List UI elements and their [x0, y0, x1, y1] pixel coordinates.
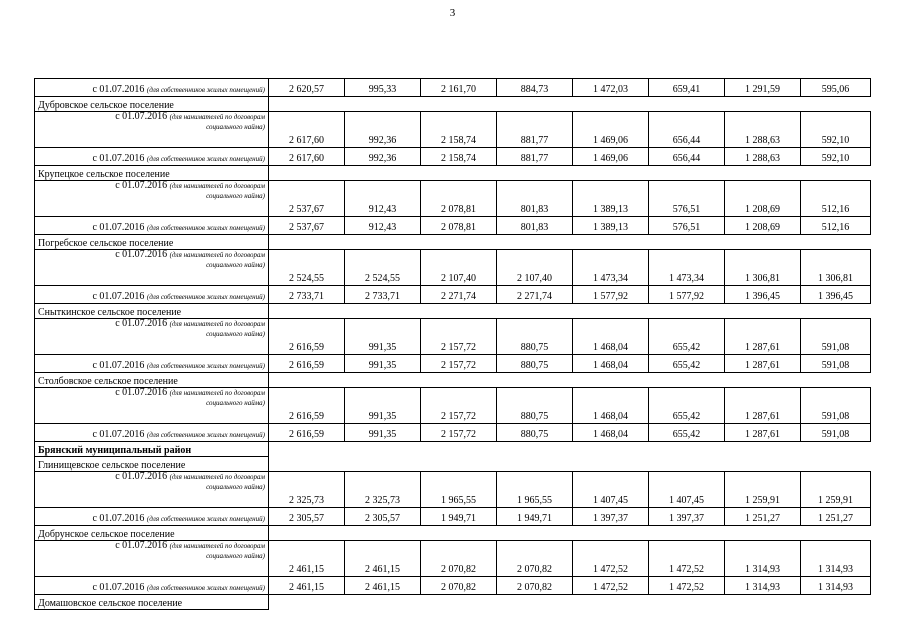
value-cell: 2 271,74: [421, 286, 497, 304]
section-title: Дубровское сельское поселение: [35, 97, 269, 112]
row-note-cont: социального найма): [206, 261, 265, 269]
value-cell: 1 251,27: [725, 508, 801, 526]
value-cell: 2 157,72: [421, 388, 497, 424]
row-label: [35, 355, 269, 373]
value-cell: 1 468,04: [573, 355, 649, 373]
value-cell: 1 306,81: [725, 250, 801, 286]
value-cell: 2 078,81: [421, 217, 497, 235]
value-cell: 655,42: [649, 424, 725, 442]
section-title: Брянский муниципальный район: [35, 442, 269, 457]
section-row: [35, 235, 871, 250]
value-cell: 1 468,04: [573, 319, 649, 355]
value-cell: 1 396,45: [801, 286, 871, 304]
value-cell: 1 468,04: [573, 424, 649, 442]
row-label-line1: [38, 112, 265, 122]
row-label: [35, 217, 269, 235]
section-row: [35, 166, 871, 181]
empty-cell: [269, 457, 871, 472]
row-date: с 01.07.2016: [92, 291, 145, 302]
value-cell: 1 407,45: [573, 472, 649, 508]
value-cell: 1 389,13: [573, 181, 649, 217]
empty-cell: [269, 373, 871, 388]
value-cell: 2 537,67: [269, 217, 345, 235]
row-note: (для собственников жилых помещений): [146, 584, 265, 592]
value-cell: 591,08: [801, 388, 871, 424]
value-cell: 2 616,59: [269, 388, 345, 424]
value-cell: 512,16: [801, 181, 871, 217]
value-cell: 2 537,67: [269, 181, 345, 217]
row-date: с 01.07.2016: [92, 582, 145, 593]
value-cell: 1 949,71: [497, 508, 573, 526]
row-label-line1: [38, 319, 265, 329]
table-row: [35, 355, 871, 373]
row-label: [35, 388, 269, 424]
value-cell: 884,73: [497, 79, 573, 97]
row-note-cont: социального найма): [206, 552, 265, 560]
row-label: [35, 79, 269, 97]
row-label: [35, 319, 269, 355]
table-row: [35, 286, 871, 304]
section-title: Глинищевское сельское поселение: [35, 457, 269, 472]
value-cell: 1 287,61: [725, 355, 801, 373]
value-cell: 1 314,93: [725, 541, 801, 577]
row-date: с 01.07.2016: [115, 180, 168, 191]
value-cell: 2 157,72: [421, 319, 497, 355]
row-label: [35, 250, 269, 286]
value-cell: 1 397,37: [649, 508, 725, 526]
empty-cell: [269, 166, 871, 181]
empty-cell: [269, 97, 871, 112]
value-cell: 2 157,72: [421, 424, 497, 442]
value-cell: 1 291,59: [725, 79, 801, 97]
row-note: (для собственников жилых помещений): [146, 155, 265, 163]
table-row: [35, 541, 871, 577]
row-label: [35, 472, 269, 508]
value-cell: 2 617,60: [269, 148, 345, 166]
row-label: [35, 508, 269, 526]
table-row: [35, 424, 871, 442]
value-cell: 1 314,93: [725, 577, 801, 595]
value-cell: 2 271,74: [497, 286, 573, 304]
value-cell: 591,08: [801, 355, 871, 373]
section-row: [35, 373, 871, 388]
row-note: (для собственников жилых помещений): [146, 431, 265, 439]
value-cell: 2 070,82: [497, 541, 573, 577]
value-cell: 2 616,59: [269, 319, 345, 355]
table-row: [35, 319, 871, 355]
value-cell: 659,41: [649, 79, 725, 97]
value-cell: 1 473,34: [649, 250, 725, 286]
value-cell: 1 287,61: [725, 424, 801, 442]
value-cell: 1 389,13: [573, 217, 649, 235]
value-cell: 1 251,27: [801, 508, 871, 526]
row-label-line1: [38, 388, 265, 398]
value-cell: 576,51: [649, 181, 725, 217]
value-cell: 2 107,40: [421, 250, 497, 286]
row-date: с 01.07.2016: [115, 471, 168, 482]
row-note: (для собственников жилых помещений): [146, 224, 265, 232]
value-cell: 2 078,81: [421, 181, 497, 217]
value-cell: 1 314,93: [801, 541, 871, 577]
value-cell: 595,06: [801, 79, 871, 97]
section-title: Домашовское сельское поселение: [35, 595, 269, 610]
value-cell: 1 259,91: [801, 472, 871, 508]
row-note: (для собственников жилых помещений): [146, 362, 265, 370]
section-row: [35, 304, 871, 319]
value-cell: 1 949,71: [421, 508, 497, 526]
value-cell: 1 288,63: [725, 112, 801, 148]
section-title: Погребское сельское поселение: [35, 235, 269, 250]
row-note: (для нанимателей по договорам: [169, 182, 265, 190]
value-cell: 801,83: [497, 181, 573, 217]
value-cell: 2 461,15: [269, 541, 345, 577]
value-cell: 2 461,15: [345, 577, 421, 595]
value-cell: 1 472,03: [573, 79, 649, 97]
table-row: [35, 217, 871, 235]
value-cell: 2 461,15: [269, 577, 345, 595]
row-note-cont: социального найма): [206, 399, 265, 407]
value-cell: 2 107,40: [497, 250, 573, 286]
value-cell: 2 733,71: [345, 286, 421, 304]
row-date: с 01.07.2016: [115, 318, 168, 329]
row-date: с 01.07.2016: [92, 429, 145, 440]
row-note-cont: социального найма): [206, 123, 265, 131]
row-note: (для собственников жилых помещений): [146, 293, 265, 301]
value-cell: 1 306,81: [801, 250, 871, 286]
section-row: [35, 457, 871, 472]
row-note-cont: социального найма): [206, 483, 265, 491]
empty-cell: [269, 595, 871, 610]
value-cell: 656,44: [649, 148, 725, 166]
empty-cell: [269, 442, 871, 457]
row-label: [35, 181, 269, 217]
value-cell: 912,43: [345, 181, 421, 217]
value-cell: 2 616,59: [269, 424, 345, 442]
row-note: (для собственников жилых помещений): [146, 86, 265, 94]
value-cell: 995,33: [345, 79, 421, 97]
value-cell: 880,75: [497, 355, 573, 373]
table-row: [35, 508, 871, 526]
value-cell: 2 070,82: [497, 577, 573, 595]
value-cell: 591,08: [801, 424, 871, 442]
value-cell: 1 259,91: [725, 472, 801, 508]
value-cell: 1 287,61: [725, 388, 801, 424]
section-title: Столбовское сельское поселение: [35, 373, 269, 388]
row-date: с 01.07.2016: [92, 153, 145, 164]
value-cell: 655,42: [649, 319, 725, 355]
row-note: (для нанимателей по договорам: [169, 251, 265, 259]
empty-cell: [269, 235, 871, 250]
table-row: [35, 388, 871, 424]
value-cell: 2 524,55: [345, 250, 421, 286]
value-cell: 880,75: [497, 388, 573, 424]
row-date: с 01.07.2016: [92, 84, 145, 95]
row-date: с 01.07.2016: [115, 540, 168, 551]
page-number: 3: [449, 7, 456, 19]
value-cell: 656,44: [649, 112, 725, 148]
value-cell: 1 965,55: [497, 472, 573, 508]
table-body: [35, 79, 871, 610]
tariff-table: [34, 78, 871, 610]
value-cell: 991,35: [345, 355, 421, 373]
value-cell: 592,10: [801, 112, 871, 148]
section-row: [35, 595, 871, 610]
row-label: [35, 424, 269, 442]
value-cell: 1 468,04: [573, 388, 649, 424]
table-row: [35, 148, 871, 166]
value-cell: 1 287,61: [725, 319, 801, 355]
value-cell: 1 208,69: [725, 217, 801, 235]
value-cell: 2 158,74: [421, 148, 497, 166]
value-cell: 1 469,06: [573, 112, 649, 148]
value-cell: 1 965,55: [421, 472, 497, 508]
row-label: [35, 286, 269, 304]
row-label: [35, 112, 269, 148]
value-cell: 2 070,82: [421, 541, 497, 577]
value-cell: 2 461,15: [345, 541, 421, 577]
section-row: [35, 526, 871, 541]
row-note: (для нанимателей по договорам: [169, 113, 265, 121]
value-cell: 912,43: [345, 217, 421, 235]
value-cell: 2 070,82: [421, 577, 497, 595]
row-label-line1: [38, 541, 265, 551]
section-row: [35, 97, 871, 112]
section-row: [35, 442, 871, 457]
value-cell: 2 617,60: [269, 112, 345, 148]
table-row: [35, 79, 871, 97]
row-label-line1: [38, 472, 265, 482]
value-cell: 1 472,52: [649, 577, 725, 595]
row-date: с 01.07.2016: [92, 513, 145, 524]
row-note: (для собственников жилых помещений): [146, 515, 265, 523]
value-cell: 592,10: [801, 148, 871, 166]
value-cell: 881,77: [497, 148, 573, 166]
value-cell: 2 157,72: [421, 355, 497, 373]
value-cell: 1 472,52: [649, 541, 725, 577]
section-title: Крупецкое сельское поселение: [35, 166, 269, 181]
row-label-line1: [38, 250, 265, 260]
row-note: (для нанимателей по договорам: [169, 320, 265, 328]
row-label: [35, 148, 269, 166]
value-cell: 1 208,69: [725, 181, 801, 217]
table-row: [35, 250, 871, 286]
value-cell: 1 577,92: [573, 286, 649, 304]
value-cell: 1 472,52: [573, 541, 649, 577]
value-cell: 880,75: [497, 319, 573, 355]
table-row: [35, 181, 871, 217]
value-cell: 2 161,70: [421, 79, 497, 97]
value-cell: 2 305,57: [345, 508, 421, 526]
value-cell: 2 524,55: [269, 250, 345, 286]
value-cell: 655,42: [649, 355, 725, 373]
value-cell: 1 469,06: [573, 148, 649, 166]
row-date: с 01.07.2016: [115, 249, 168, 260]
value-cell: 880,75: [497, 424, 573, 442]
value-cell: 655,42: [649, 388, 725, 424]
value-cell: 801,83: [497, 217, 573, 235]
value-cell: 2 616,59: [269, 355, 345, 373]
table-row: [35, 577, 871, 595]
value-cell: 991,35: [345, 424, 421, 442]
value-cell: 512,16: [801, 217, 871, 235]
row-label: [35, 577, 269, 595]
row-note-cont: социального найма): [206, 330, 265, 338]
row-date: с 01.07.2016: [92, 222, 145, 233]
value-cell: 992,36: [345, 112, 421, 148]
value-cell: 2 620,57: [269, 79, 345, 97]
table-row: [35, 472, 871, 508]
empty-cell: [269, 304, 871, 319]
row-label: [35, 541, 269, 577]
value-cell: 881,77: [497, 112, 573, 148]
value-cell: 2 325,73: [269, 472, 345, 508]
value-cell: 591,08: [801, 319, 871, 355]
row-date: с 01.07.2016: [115, 111, 168, 122]
section-title: Добрунское сельское поселение: [35, 526, 269, 541]
table-row: [35, 112, 871, 148]
value-cell: 991,35: [345, 319, 421, 355]
row-note: (для нанимателей по договорам: [169, 473, 265, 481]
value-cell: 2 305,57: [269, 508, 345, 526]
value-cell: 1 288,63: [725, 148, 801, 166]
empty-cell: [269, 526, 871, 541]
value-cell: 1 314,93: [801, 577, 871, 595]
row-date: с 01.07.2016: [115, 387, 168, 398]
row-note: (для нанимателей по договорам: [169, 389, 265, 397]
value-cell: 1 577,92: [649, 286, 725, 304]
section-title: Сныткинское сельское поселение: [35, 304, 269, 319]
value-cell: 1 396,45: [725, 286, 801, 304]
row-note: (для нанимателей по договорам: [169, 542, 265, 550]
value-cell: 1 472,52: [573, 577, 649, 595]
value-cell: 2 158,74: [421, 112, 497, 148]
value-cell: 991,35: [345, 388, 421, 424]
value-cell: 2 733,71: [269, 286, 345, 304]
row-label-line1: [38, 181, 265, 191]
value-cell: 992,36: [345, 148, 421, 166]
value-cell: 1 407,45: [649, 472, 725, 508]
value-cell: 1 473,34: [573, 250, 649, 286]
row-date: с 01.07.2016: [92, 360, 145, 371]
value-cell: 576,51: [649, 217, 725, 235]
value-cell: 1 397,37: [573, 508, 649, 526]
value-cell: 2 325,73: [345, 472, 421, 508]
row-note-cont: социального найма): [206, 192, 265, 200]
